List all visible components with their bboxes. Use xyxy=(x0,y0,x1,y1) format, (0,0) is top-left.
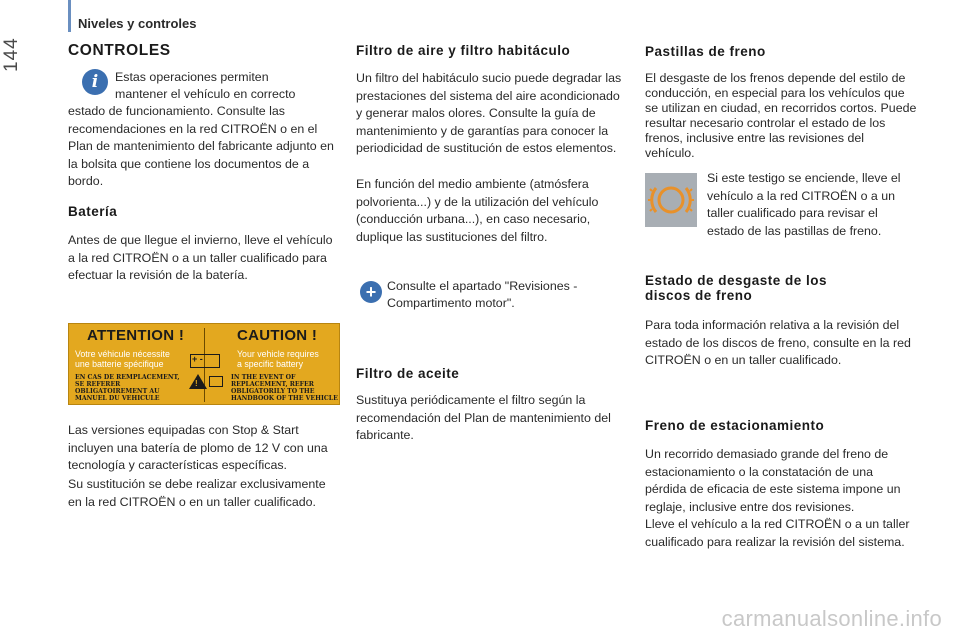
label-en-small-1: IN THE EVENT OF xyxy=(231,374,296,381)
plus-icon: + xyxy=(360,281,382,303)
parking-brake-heading: Freno de estacionamiento xyxy=(645,418,825,433)
air-filter-text-2: En función del medio ambiente (atmósfera polvorienta...) y de la utilización del vehículo (conducción urbana...), en caso necesario, duplique las sustituciones del filtro. xyxy=(356,177,599,244)
handbook-icon xyxy=(209,376,223,387)
parking-brake-text-1: Un recorrido demasiado grande del freno de estacionamiento o la constatación de una pérdida de eficacia de este sistema impone un reglaje, inclusive entre dos revisiones. xyxy=(645,447,901,514)
brake-discs-text: Para toda información relativa a la revisión del estado de los discos de freno, consulte en la red CITROËN o en un taller cualificado. xyxy=(645,318,911,367)
warning-lamp-text: Si este testigo se enciende, lleve el vehículo a la red CITROËN o a un taller cualificado para revisar el estado de las pastillas de freno. xyxy=(707,171,901,238)
section-title: Niveles y controles xyxy=(78,16,197,31)
stop-start-text: Las versiones equipadas con Stop & Start incluyen una batería de plomo de 12 V con una tecnología y características específicas. xyxy=(68,423,328,472)
warning-triangle-icon xyxy=(189,374,207,389)
parking-brake-text-2: Lleve el vehículo a la red CITROËN o a un taller cualificado para realizar la revisión del sistema. xyxy=(645,517,910,549)
label-en-sub-1: Your vehicle requires xyxy=(237,349,319,359)
info-text-line-2: mantener el vehículo en correcto xyxy=(115,87,296,101)
brake-pads-text: El desgaste de los frenos depende del estilo de conducción, en especial para los vehículos que se utilizan en ciudad, en recorridos cortos. Puede resultar necesario controlar el estado de los frenos, inclusive entre las revisiones del vehículo. xyxy=(645,71,917,160)
label-en-sub-2: a specific battery xyxy=(237,359,304,369)
brake-pads-heading: Pastillas de freno xyxy=(645,44,766,59)
label-en-small-2: REPLACEMENT, REFER xyxy=(231,381,314,388)
label-fr-small-4: MANUEL DU VEHICULE xyxy=(75,395,160,402)
label-en-title: CAUTION ! xyxy=(237,327,318,344)
label-fr-sub-1: Votre véhicule nécessite xyxy=(75,349,170,359)
oil-filter-heading: Filtro de aceite xyxy=(356,366,460,381)
label-fr-small-3: OBLIGATOIREMENT AU xyxy=(75,388,160,395)
label-fr-small-1: EN CAS DE REMPLACEMENT, xyxy=(75,374,180,381)
site-watermark: carmanualsonline.info xyxy=(721,606,942,631)
oil-filter-text: Sustituya periódicamente el filtro según la recomendación del Plan de mantenimiento del fabricante. xyxy=(356,393,611,442)
battery-warning-label: ATTENTION ! CAUTION ! Votre véhicule nécessite une batterie spécifique Your vehicle requires a specific battery + - ! EN CAS DE REMPLACEMENT, SE REFERER OBLIGATOIREMENT AU MANUEL DU VEHICULE IN THE EVENT OF REPLACEMENT, REFER OBLIGATORILY TO THE HANDBOOK OF THE VEHICLE xyxy=(68,323,340,405)
label-fr-title: ATTENTION ! xyxy=(87,327,185,344)
label-en-small-4: HANDBOOK OF THE VEHICLE xyxy=(231,395,338,402)
info-text-line-1: Estas operaciones permiten xyxy=(115,70,269,84)
controles-heading: CONTROLES xyxy=(68,42,171,59)
label-fr-small-2: SE REFERER xyxy=(75,381,121,388)
page-number: 144 xyxy=(1,37,22,72)
air-filter-text-1: Un filtro del habitáculo sucio puede degradar las prestaciones del sistema del aire acondicionado y generar malos olores. Consulte la guía de mantenimiento y de garantías para conocer la periodicidad de sustitución de estos elementos. xyxy=(356,71,622,155)
label-en-small-3: OBLIGATORILY TO THE xyxy=(231,388,315,395)
brake-discs-heading-1: Estado de desgaste de los xyxy=(645,273,828,288)
see-section-line-1: Consulte el apartado "Revisiones - xyxy=(387,279,578,293)
battery-text: Antes de que llegue el invierno, lleve el vehículo a la red CITROËN o a un taller cualificado para efectuar la revisión de la batería. xyxy=(68,233,333,282)
battery-symbol-text: + - xyxy=(192,354,203,364)
info-icon: i xyxy=(82,69,108,95)
brake-discs-heading-2: discos de freno xyxy=(645,288,753,303)
header-accent-bar xyxy=(68,0,71,32)
battery-heading: Batería xyxy=(68,204,118,219)
air-filter-heading: Filtro de aire y filtro habitáculo xyxy=(356,43,571,58)
see-section-line-2: Compartimento motor". xyxy=(387,296,515,310)
replacement-text: Su sustitución se debe realizar exclusivamente en la red CITROËN o en un taller cualificado. xyxy=(68,477,326,509)
label-fr-sub-2: une batterie spécifique xyxy=(75,359,164,369)
info-text-rest: estado de funcionamiento. Consulte las recomendaciones en la red CITROËN o en el Plan de mantenimiento del fabricante adjunto en la bolsita que contiene los documentos de a bordo. xyxy=(68,104,334,188)
